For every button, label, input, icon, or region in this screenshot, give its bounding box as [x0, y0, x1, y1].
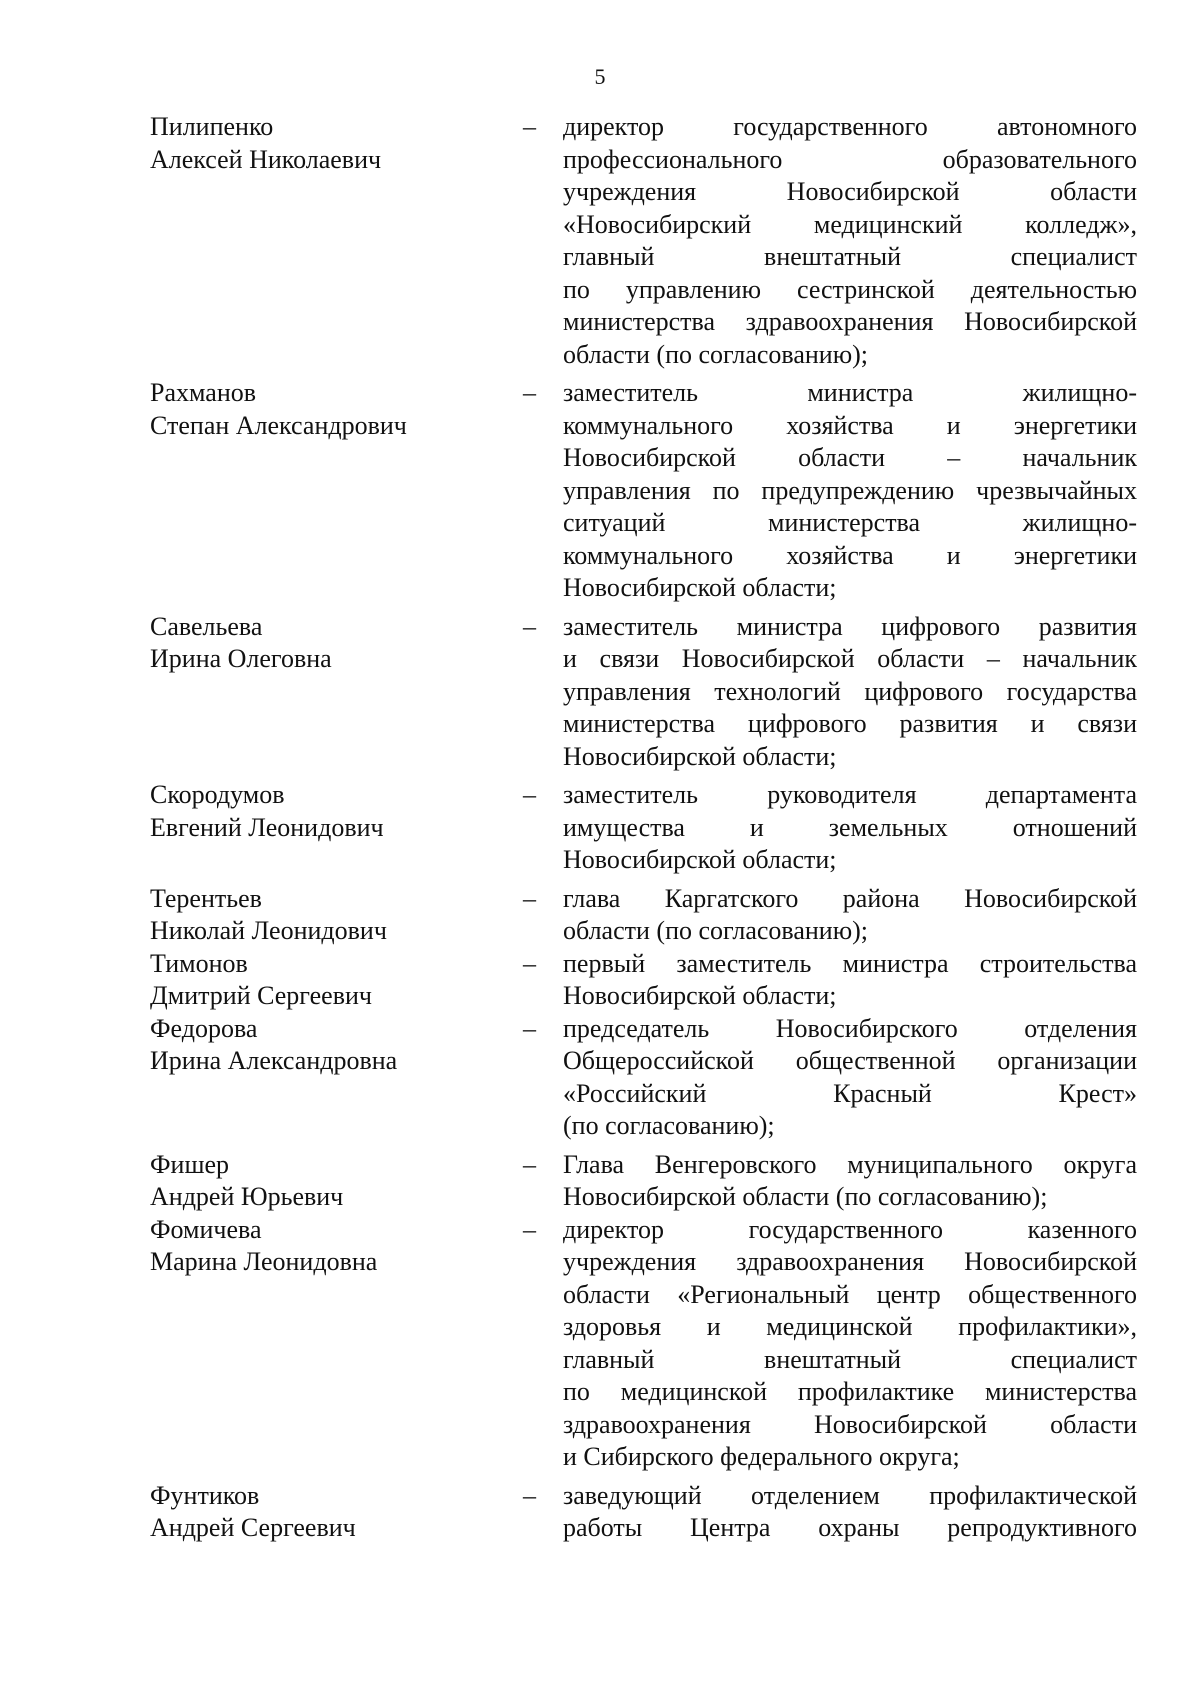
member-name	[150, 611, 523, 676]
member-position	[563, 779, 1137, 877]
member-given-names: Ирина Александровна	[150, 1046, 398, 1075]
position-line: коммунального хозяйства и энергетики	[563, 410, 1137, 440]
position-line: по управлению сестринской деятельностью	[563, 274, 1137, 304]
member-position	[563, 1214, 1137, 1474]
member-entry	[150, 779, 1150, 877]
position-line: министерства цифрового развития и связи	[563, 709, 1137, 738]
entry-dash: –	[523, 378, 536, 407]
member-entry	[150, 377, 1150, 605]
member-name	[150, 948, 523, 1013]
position-line: учреждения Новосибирской области	[563, 177, 1137, 206]
position-line: Новосибирской области;	[563, 845, 837, 874]
position-line: министерства здравоохранения Новосибирской	[563, 307, 1137, 336]
member-surname: Фомичева	[150, 1214, 262, 1244]
position-line: работы Центра охраны репродуктивного	[563, 1513, 1137, 1542]
member-entry	[150, 111, 1150, 371]
position-line: Общероссийской общественной организации	[563, 1046, 1137, 1075]
member-name	[150, 111, 523, 176]
position-line: (по согласованию);	[563, 1111, 775, 1140]
position-line: заместитель министра цифрового развития	[563, 611, 1137, 641]
member-given-names: Ирина Олеговна	[150, 644, 332, 673]
member-name	[150, 1013, 523, 1078]
position-line: заместитель министра жилищно-	[563, 378, 1137, 407]
member-name	[150, 377, 523, 442]
member-given-names: Андрей Юрьевич	[150, 1182, 344, 1211]
position-line: Новосибирской области (по согласованию);	[563, 1182, 1048, 1211]
position-line: директор государственного автономного	[563, 112, 1137, 141]
member-name	[150, 779, 523, 844]
entry-dash: –	[523, 948, 536, 978]
position-line: Новосибирской области – начальник	[563, 443, 1137, 472]
position-line: Новосибирской области;	[563, 573, 837, 602]
position-line: профессионального образовательного	[563, 144, 1137, 174]
page-number: 5	[594, 64, 606, 89]
position-line: по медицинской профилактике министерства	[563, 1377, 1137, 1406]
entry-dash: –	[523, 611, 536, 641]
position-line: области (по согласованию);	[563, 916, 869, 945]
position-line: и Сибирского федерального округа;	[563, 1442, 960, 1471]
position-line: председатель Новосибирского отделения	[563, 1013, 1137, 1043]
member-surname: Федорова	[150, 1013, 258, 1043]
member-entry	[150, 1013, 1150, 1143]
member-entry	[150, 1149, 1150, 1214]
member-name	[150, 883, 523, 948]
member-given-names: Дмитрий Сергеевич	[150, 981, 372, 1010]
member-surname: Фунтиков	[150, 1480, 260, 1510]
member-surname: Скородумов	[150, 780, 285, 809]
position-line: Новосибирской области;	[563, 981, 837, 1010]
position-line: первый заместитель министра строительства	[563, 948, 1137, 978]
position-line: главный внештатный специалист	[563, 242, 1137, 271]
member-entry	[150, 948, 1150, 1013]
member-surname: Терентьев	[150, 883, 262, 913]
member-entry	[150, 611, 1150, 774]
member-entry	[150, 1214, 1150, 1474]
position-line: здоровья и медицинской профилактики»,	[563, 1312, 1137, 1341]
member-position	[563, 1149, 1137, 1214]
position-line: Глава Венгеровского муниципального округа	[563, 1149, 1137, 1179]
position-line: коммунального хозяйства и энергетики	[563, 540, 1137, 570]
member-given-names: Марина Леонидовна	[150, 1247, 378, 1276]
member-name	[150, 1214, 523, 1279]
member-given-names: Степан Александрович	[150, 410, 407, 440]
position-line: глава Каргатского района Новосибирской	[563, 883, 1137, 913]
position-line: заведующий отделением профилактической	[563, 1480, 1137, 1510]
member-surname: Тимонов	[150, 948, 248, 978]
entry-dash: –	[523, 1013, 536, 1043]
member-given-names: Евгений Леонидович	[150, 812, 384, 842]
entry-dash: –	[523, 1480, 536, 1510]
member-name	[150, 1480, 523, 1545]
member-given-names: Алексей Николаевич	[150, 144, 382, 174]
position-line: ситуаций министерства жилищно-	[563, 508, 1137, 537]
position-line: имущества и земельных отношений	[563, 812, 1137, 842]
member-position	[563, 1013, 1137, 1143]
member-surname: Савельева	[150, 611, 263, 641]
member-position	[563, 377, 1137, 605]
position-line: заместитель руководителя департамента	[563, 780, 1137, 809]
position-line: здравоохранения Новосибирской области	[563, 1409, 1137, 1439]
entry-dash: –	[523, 883, 536, 913]
position-line: «Российский Красный Крест»	[563, 1078, 1137, 1108]
position-line: «Новосибирский медицинский колледж»,	[563, 209, 1137, 239]
position-line: главный внештатный специалист	[563, 1344, 1137, 1374]
member-position	[563, 111, 1137, 371]
member-surname: Фишер	[150, 1149, 230, 1179]
position-line: Новосибирской области;	[563, 741, 837, 771]
member-name	[150, 1149, 523, 1214]
member-entry	[150, 1480, 1150, 1545]
member-position	[563, 1480, 1137, 1545]
member-position	[563, 611, 1137, 774]
member-surname: Пилипенко	[150, 112, 274, 141]
member-list	[150, 111, 1150, 1545]
member-given-names: Андрей Сергеевич	[150, 1513, 356, 1542]
position-line: области (по согласованию);	[563, 339, 869, 369]
position-line: управления по предупреждению чрезвычайных	[563, 475, 1137, 505]
member-surname: Рахманов	[150, 378, 257, 407]
position-line: учреждения здравоохранения Новосибирской	[563, 1247, 1137, 1276]
position-line: директор государственного казенного	[563, 1214, 1137, 1244]
member-position	[563, 883, 1137, 948]
entry-dash: –	[523, 112, 536, 141]
position-line: управления технологий цифрового государства	[563, 676, 1137, 706]
member-entry	[150, 883, 1150, 948]
position-line: области «Региональный центр общественного	[563, 1279, 1137, 1309]
position-line: и связи Новосибирской области – начальник	[563, 644, 1137, 673]
entry-dash: –	[523, 780, 536, 809]
member-given-names: Николай Леонидович	[150, 916, 387, 945]
member-position	[563, 948, 1137, 1013]
entry-dash: –	[523, 1214, 536, 1244]
entry-dash: –	[523, 1149, 536, 1179]
